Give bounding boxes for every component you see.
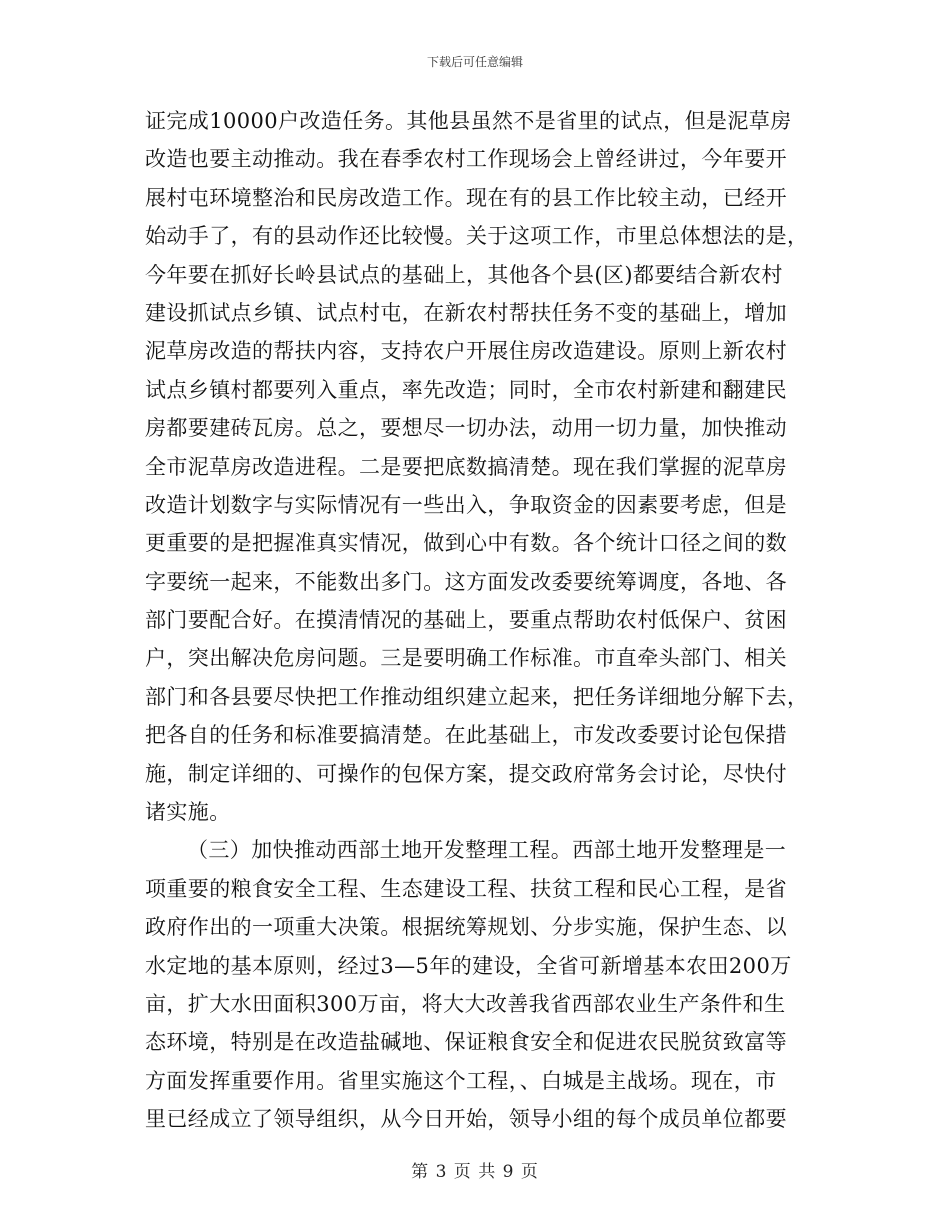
text-line: 政府作出的一项重大决策。根据统筹规划、分步实施，保护生态、以: [145, 915, 787, 940]
text-line: 诸实施。: [145, 800, 231, 825]
text-line: 亩，扩大水田面积300万亩，将大大改善我省西部农业生产条件和生: [145, 991, 786, 1016]
text-line: 证完成10000户改造任务。其他县虽然不是省里的试点，但是泥草房: [145, 109, 792, 133]
text-line: 改造也要主动推动。我在春季农村工作现场会上曾经讲过，今年要开: [145, 147, 787, 172]
text-line: 泥草房改造的帮扶内容，支持农户开展住房改造建设。原则上新农村: [145, 339, 787, 364]
text-line: 始动手了，有的县动作还比较慢。关于这项工作，市里总体想法的是，: [145, 224, 809, 249]
text-line: 里已经成立了领导组织，从今日开始，领导小组的每个成员单位都要: [145, 1107, 787, 1132]
text-line: 房都要建砖瓦房。总之，要想尽一切办法，动用一切力量，加快推动: [145, 416, 787, 441]
text-line: 全市泥草房改造进程。二是要把底数搞清楚。现在我们掌握的泥草房: [145, 454, 787, 479]
text-line: 户，突出解决危房问题。三是要明确工作标准。市直牵头部门、相关: [145, 646, 787, 671]
text-line: 建设抓试点乡镇、试点村屯，在新农村帮扶任务不变的基础上，增加: [145, 300, 787, 325]
section-heading-line: （三）加快推动西部土地开发整理工程。西部土地开发整理是一: [187, 838, 787, 863]
page-header: 下载后可任意编辑: [426, 55, 523, 69]
text-line: 试点乡镇村都要列入重点，率先改造；同时，全市农村新建和翻建民: [145, 377, 787, 402]
text-line: 字要统一起来，不能数出多门。这方面发改委要统筹调度，各地、各: [145, 569, 787, 594]
text-line: 展村屯环境整治和民房改造工作。现在有的县工作比较主动，已经开: [145, 185, 787, 210]
page-number: 第 3 页 共 9 页: [411, 1162, 539, 1182]
text-line: 改造计划数字与实际情况有一些出入，争取资金的因素要考虑，但是: [145, 492, 787, 517]
text-line: 更重要的是把握准真实情况，做到心中有数。各个统计口径之间的数: [145, 531, 787, 556]
text-line: 今年要在抓好长岭县试点的基础上，其他各个县(区)都要结合新农村: [145, 262, 783, 287]
text-line: 部门和各县要尽快把工作推动组织建立起来，把任务详细地分解下去，: [145, 684, 809, 709]
text-line: 态环境，特别是在改造盐碱地、保证粮食安全和促进农民脱贫致富等: [145, 1030, 787, 1055]
text-line: 方面发挥重要作用。省里实施这个工程，、白城是主战场。现在，市: [145, 1068, 777, 1093]
text-line: 项重要的粮食安全工程、生态建设工程、扶贫工程和民心工程，是省: [145, 876, 787, 901]
text-line: 把各自的任务和标准要搞清楚。在此基础上，市发改委要讨论包保措: [145, 723, 787, 748]
text-line: 部门要配合好。在摸清情况的基础上，要重点帮助农村低保户、贫困: [145, 608, 787, 633]
text-line: 施，制定详细的、可操作的包保方案，提交政府常务会讨论，尽快付: [145, 761, 787, 786]
text-line: 水定地的基本原则，经过3—5年的建设，全省可新增基本农田200万: [145, 953, 792, 978]
document-body: [145, 102, 807, 1139]
